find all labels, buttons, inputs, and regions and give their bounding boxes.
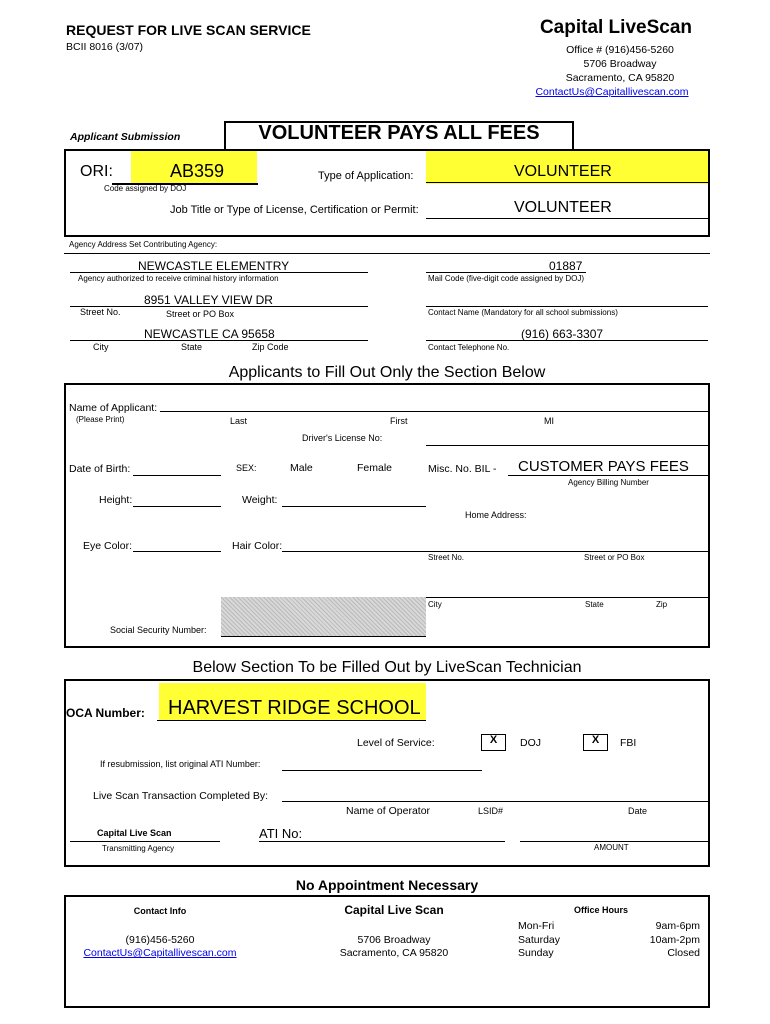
contact-info-title: Contact Info bbox=[133, 906, 187, 916]
ori-note: Code assigned by DOJ bbox=[104, 184, 187, 193]
ssn-field[interactable] bbox=[221, 636, 426, 637]
footer-email-link[interactable]: ContactUs@Capitallivescan.com bbox=[83, 947, 237, 959]
footer-company: Capital Live Scan bbox=[344, 903, 444, 917]
eye-color-label: Eye Color: bbox=[83, 540, 133, 552]
type-label: Type of Application: bbox=[318, 170, 414, 182]
hours-day-mon-fri: Mon-Fri bbox=[518, 920, 555, 932]
misc-no-value[interactable]: CUSTOMER PAYS FEES bbox=[518, 458, 689, 475]
technician-heading: Below Section To be Filled Out by LiveScan Technician bbox=[192, 659, 582, 676]
date-label: Date bbox=[628, 806, 648, 816]
contact-phone[interactable]: (916) 663-3307 bbox=[521, 327, 604, 341]
drivers-license-label: Driver's License No: bbox=[302, 433, 383, 443]
agency-city-state-zip[interactable]: NEWCASTLE CA 95658 bbox=[144, 327, 275, 341]
lsid-label: LSID# bbox=[478, 806, 504, 816]
completed-by-field[interactable] bbox=[282, 801, 708, 802]
mail-code-underline bbox=[426, 272, 586, 273]
oca-value[interactable]: HARVEST RIDGE SCHOOL bbox=[168, 697, 421, 719]
home-street-no-label: Street No. bbox=[428, 553, 465, 562]
applicant-name-label: Name of Applicant: bbox=[69, 402, 158, 414]
hours-day-saturday: Saturday bbox=[518, 934, 561, 946]
footer-address1: 5706 Broadway bbox=[357, 934, 431, 946]
home-street-po-label: Street or PO Box bbox=[584, 553, 645, 562]
doj-label: DOJ bbox=[520, 737, 541, 749]
header-email-link[interactable]: ContactUs@Capitallivescan.com bbox=[535, 86, 689, 98]
fbi-check-mark: X bbox=[591, 734, 600, 746]
oca-underline bbox=[157, 720, 426, 721]
company-name: Capital LiveScan bbox=[539, 17, 692, 38]
office-address1: 5706 Broadway bbox=[583, 58, 657, 70]
resubmission-label: If resubmission, list original ATI Number: bbox=[100, 759, 261, 769]
agency-street[interactable]: 8951 VALLEY VIEW DR bbox=[144, 293, 273, 307]
hours-time-mon-fri: 9am-6pm bbox=[655, 920, 700, 932]
ori-value[interactable]: AB359 bbox=[170, 161, 225, 181]
footer-phone: (916)456-5260 bbox=[125, 934, 195, 946]
office-phone: Office # (916)456-5260 bbox=[566, 44, 674, 56]
weight-field[interactable] bbox=[282, 506, 426, 507]
ati-label: ATI No: bbox=[259, 826, 303, 841]
applicant-section-heading: Applicants to Fill Out Only the Section Below bbox=[228, 364, 546, 381]
operator-label: Name of Operator bbox=[346, 805, 431, 817]
contact-name-note: Contact Name (Mandatory for all school submissions) bbox=[428, 308, 618, 317]
contact-phone-note: Contact Telephone No. bbox=[428, 343, 510, 352]
office-hours-title: Office Hours bbox=[574, 905, 629, 915]
volunteer-banner: VOLUNTEER PAYS ALL FEES bbox=[258, 122, 540, 144]
street-po-label: Street or PO Box bbox=[166, 309, 235, 319]
transmitting-agency-name[interactable]: Capital Live Scan bbox=[97, 828, 172, 838]
fbi-label: FBI bbox=[620, 737, 637, 749]
mail-code-note: Mail Code (five-digit code assigned by DOJ) bbox=[428, 274, 585, 283]
height-field[interactable] bbox=[133, 506, 221, 507]
sex-female-option[interactable]: Female bbox=[357, 462, 393, 474]
amount-label: AMOUNT bbox=[594, 843, 629, 852]
oca-label: OCA Number: bbox=[66, 706, 145, 720]
job-value[interactable]: VOLUNTEER bbox=[514, 199, 612, 216]
home-state-label: State bbox=[585, 600, 604, 609]
agency-name-underline bbox=[70, 272, 368, 273]
transmitting-agency-underline bbox=[70, 841, 220, 842]
home-street-field[interactable] bbox=[282, 551, 708, 552]
misc-no-underline bbox=[508, 475, 708, 476]
form-id: BCII 8016 (3/07) bbox=[66, 41, 144, 53]
hours-day-sunday: Sunday bbox=[518, 947, 554, 959]
office-address2: Sacramento, CA 95820 bbox=[565, 72, 675, 84]
sex-male-option[interactable]: Male bbox=[290, 462, 313, 474]
please-print-note: (Please Print) bbox=[76, 415, 125, 424]
home-city-label: City bbox=[428, 600, 442, 609]
type-value[interactable]: VOLUNTEER bbox=[514, 163, 612, 180]
completed-by-label: Live Scan Transaction Completed By: bbox=[93, 790, 269, 802]
home-address-label: Home Address: bbox=[465, 510, 527, 520]
applicant-name-field[interactable] bbox=[160, 411, 708, 412]
billing-note: Agency Billing Number bbox=[568, 478, 649, 487]
home-city-field[interactable] bbox=[426, 597, 708, 598]
doj-check-mark: X bbox=[489, 734, 498, 746]
sex-label: SEX: bbox=[236, 463, 257, 473]
misc-no-label: Misc. No. BIL - bbox=[428, 463, 497, 475]
job-label: Job Title or Type of License, Certification or Permit: bbox=[170, 204, 419, 216]
level-of-service-label: Level of Service: bbox=[357, 737, 435, 749]
job-underline bbox=[426, 218, 708, 219]
footer-address2: Sacramento, CA 95820 bbox=[339, 947, 449, 959]
last-name-label: Last bbox=[230, 416, 248, 426]
city-label: City bbox=[93, 342, 109, 352]
dob-field[interactable] bbox=[133, 475, 221, 476]
hours-time-saturday: 10am-2pm bbox=[649, 934, 700, 946]
height-label: Height: bbox=[99, 494, 133, 506]
hair-color-label: Hair Color: bbox=[232, 540, 283, 552]
agency-name[interactable]: NEWCASTLE ELEMENTRY bbox=[138, 259, 290, 273]
street-no-label: Street No. bbox=[80, 307, 121, 317]
form-title: REQUEST FOR LIVE SCAN SERVICE bbox=[66, 22, 311, 38]
ati-field[interactable] bbox=[259, 841, 505, 842]
agency-section-label: Agency Address Set Contributing Agency: bbox=[69, 240, 218, 249]
eye-color-field[interactable] bbox=[133, 551, 221, 552]
agency-city-underline bbox=[70, 340, 368, 341]
transmitting-agency-label: Transmitting Agency bbox=[102, 844, 175, 853]
contact-phone-underline bbox=[426, 340, 708, 341]
type-underline bbox=[426, 182, 708, 183]
hours-time-sunday: Closed bbox=[667, 947, 700, 959]
drivers-license-field[interactable] bbox=[426, 445, 708, 446]
agency-name-note: Agency authorized to receive criminal history information bbox=[78, 274, 279, 283]
home-zip-label: Zip bbox=[656, 600, 668, 609]
mail-code[interactable]: 01887 bbox=[549, 259, 583, 273]
first-name-label: First bbox=[390, 416, 408, 426]
ori-label: ORI: bbox=[80, 163, 113, 180]
applicant-submission-label: Applicant Submission bbox=[70, 131, 181, 143]
agency-divider bbox=[64, 253, 710, 254]
ssn-shaded-area bbox=[221, 597, 426, 636]
mi-label: MI bbox=[544, 416, 554, 426]
amount-field[interactable] bbox=[520, 841, 708, 842]
resubmission-field[interactable] bbox=[282, 770, 482, 771]
weight-label: Weight: bbox=[242, 494, 278, 506]
dob-label: Date of Birth: bbox=[69, 463, 131, 475]
contact-name-underline bbox=[426, 306, 708, 307]
ssn-label: Social Security Number: bbox=[110, 625, 207, 635]
no-appointment-heading: No Appointment Necessary bbox=[295, 877, 479, 893]
zip-label: Zip Code bbox=[252, 342, 289, 352]
state-label: State bbox=[181, 342, 203, 352]
